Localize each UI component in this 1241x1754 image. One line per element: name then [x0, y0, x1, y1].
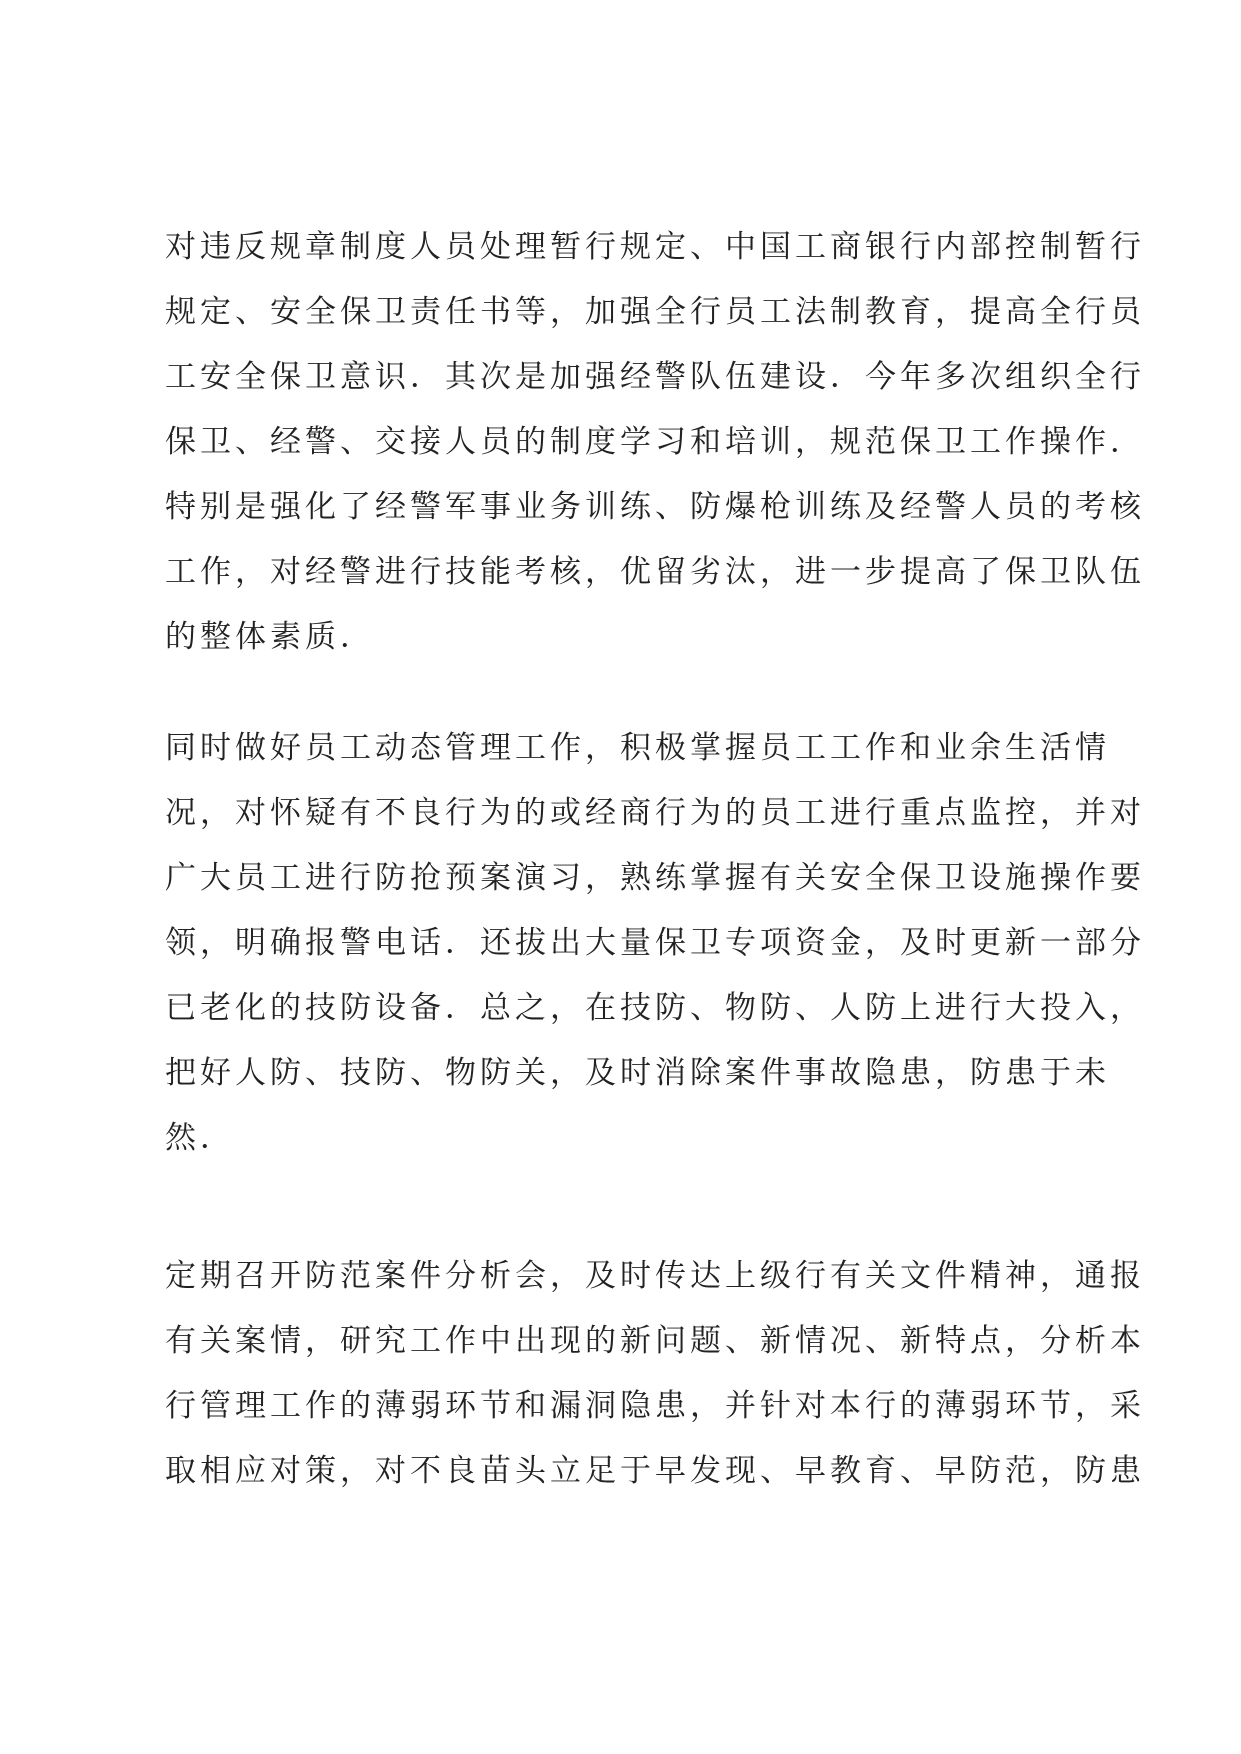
text-line: 已老化的技防设备．总之，在技防、物防、人防上进行大投入， [165, 990, 1145, 1026]
text-line: 定期召开防范案件分析会，及时传达上级行有关文件精神，通报 [165, 1258, 1145, 1294]
text-line: 行管理工作的薄弱环节和漏洞隐患，并针对本行的薄弱环节，采 [165, 1388, 1145, 1424]
text-line: 有关案情，研究工作中出现的新问题、新情况、新特点，分析本 [165, 1323, 1145, 1359]
text-line: 特别是强化了经警军事业务训练、防爆枪训练及经警人员的考核 [165, 489, 1145, 525]
text-line: 保卫、经警、交接人员的制度学习和培训，规范保卫工作操作． [165, 424, 1145, 460]
text-line: 然． [165, 1120, 235, 1156]
text-line: 对违反规章制度人员处理暂行规定、中国工商银行内部控制暂行 [165, 229, 1145, 265]
text-line: 领，明确报警电话．还拔出大量保卫专项资金，及时更新一部分 [165, 925, 1145, 961]
text-line: 规定、安全保卫责任书等，加强全行员工法制教育，提高全行员 [165, 294, 1145, 330]
paragraph-1 [165, 215, 1145, 670]
text-line: 况，对怀疑有不良行为的或经商行为的员工进行重点监控，并对 [165, 795, 1145, 831]
text-line: 同时做好员工动态管理工作，积极掌握员工工作和业余生活情 [165, 730, 1110, 766]
paragraph-2 [165, 716, 1145, 1171]
text-line: 取相应对策，对不良苗头立足于早发现、早教育、早防范，防患 [165, 1453, 1145, 1489]
text-line: 把好人防、技防、物防关，及时消除案件事故隐患，防患于未 [165, 1055, 1110, 1091]
text-line: 工安全保卫意识．其次是加强经警队伍建设．今年多次组织全行 [165, 359, 1145, 395]
paragraph-3 [165, 1244, 1145, 1504]
text-line: 的整体素质． [165, 619, 375, 655]
text-line: 广大员工进行防抢预案演习，熟练掌握有关安全保卫设施操作要 [165, 860, 1145, 896]
text-line: 工作，对经警进行技能考核，优留劣汰，进一步提高了保卫队伍 [165, 554, 1145, 590]
